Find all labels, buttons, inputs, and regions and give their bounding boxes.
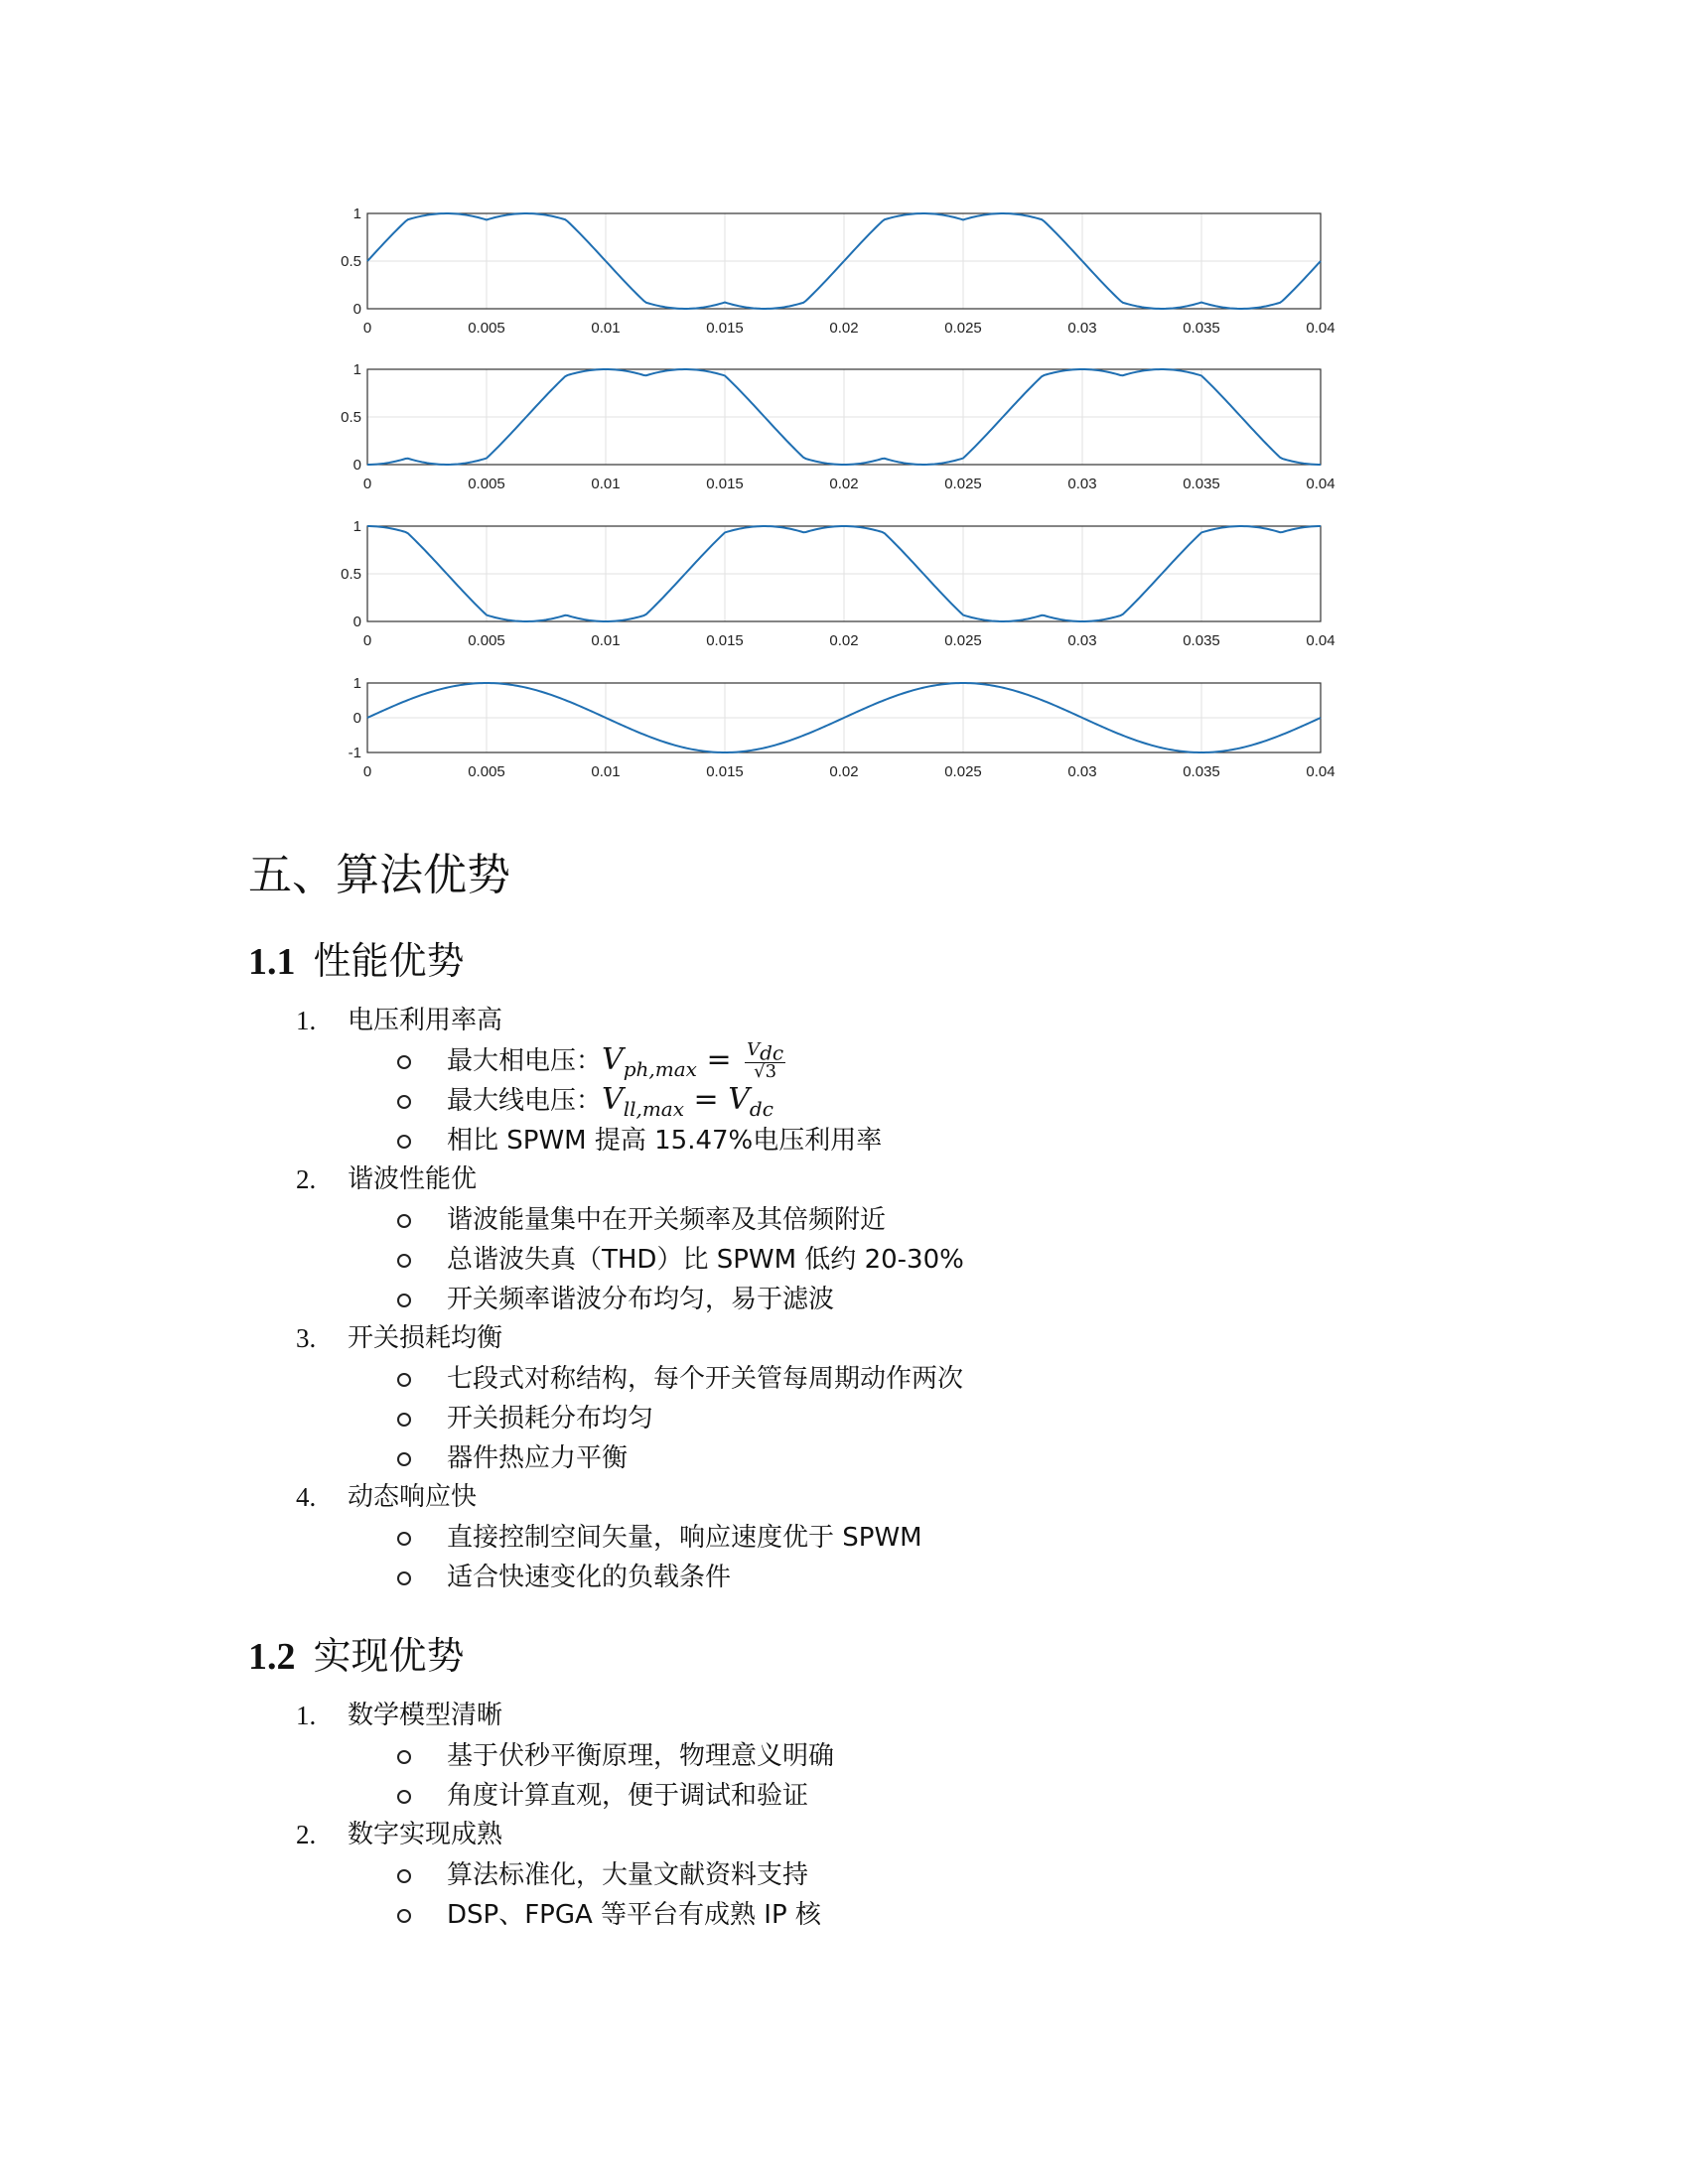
list-item [248, 1477, 1489, 1596]
formula-symbol: V [602, 1042, 624, 1077]
waveform-plots [338, 199, 1336, 804]
formula [602, 1039, 785, 1082]
bullet-text: 谐波能量集中在开关频率及其倍频附近 [447, 1205, 887, 1235]
y-tick-label: 1 [352, 205, 361, 222]
x-tick-label: 0.025 [944, 763, 982, 780]
formula-symbol: V [602, 1082, 624, 1117]
bullet-list [248, 1199, 1489, 1318]
x-tick-label: 0.035 [1183, 632, 1220, 649]
list-item [248, 1318, 1489, 1477]
x-tick-label: 0.04 [1306, 763, 1336, 780]
item-number: 2. [296, 1164, 317, 1194]
bullet-label: 最大相电压： [447, 1046, 603, 1076]
y-tick-label: 0.5 [341, 566, 361, 583]
subsection-number: 1.1 [248, 941, 296, 983]
y-tick-label: 0 [352, 457, 361, 474]
svpwm-waveform-figure [338, 199, 1336, 804]
subsection-number: 1.2 [248, 1636, 296, 1678]
x-tick-label: 0.025 [944, 320, 982, 337]
y-tick-label: 0.5 [341, 253, 361, 270]
x-tick-label: 0.015 [706, 476, 744, 492]
bullet-text: 相比 SPWM 提高 15.47%电压利用率 [447, 1126, 883, 1156]
numerator-subscript: dc [760, 1040, 784, 1065]
item-title: 动态响应快 [348, 1482, 478, 1512]
x-tick-label: 0.04 [1306, 320, 1336, 337]
list-item [248, 1696, 1489, 1815]
item-number: 3. [296, 1323, 317, 1353]
bullet-text: 器件热应力平衡 [447, 1443, 629, 1473]
bullet-text: 总谐波失真（THD）比 SPWM 低约 20-30% [447, 1245, 964, 1275]
x-tick-label: 0 [362, 763, 372, 780]
list-item [248, 1160, 1489, 1318]
bullet-item [248, 1775, 1489, 1815]
x-tick-label: 0.005 [468, 476, 505, 492]
bullet-list [248, 1517, 1489, 1596]
y-tick-label: 1 [352, 518, 361, 535]
item-number: 1. [296, 1701, 317, 1730]
list-item [248, 1001, 1489, 1160]
bullet-text: 直接控制空间矢量，响应速度优于 SPWM [447, 1523, 922, 1553]
bullet-text: 角度计算直观，便于调试和验证 [447, 1781, 809, 1811]
bullet-list [248, 1040, 1489, 1160]
bullet-item [248, 1517, 1489, 1557]
item-title: 开关损耗均衡 [348, 1323, 503, 1353]
bullet-item [248, 1239, 1489, 1279]
bullet-text: DSP、FPGA 等平台有成熟 IP 核 [447, 1900, 821, 1930]
numerator-symbol: V [747, 1039, 761, 1061]
fraction-numerator [745, 1041, 785, 1063]
formula-rhs: = V [684, 1082, 750, 1117]
x-tick-label: 0.03 [1067, 476, 1097, 492]
x-tick-label: 0.025 [944, 632, 982, 649]
x-tick-label: 0 [362, 632, 372, 649]
bullet-item [248, 1120, 1489, 1160]
bullet-item [248, 1735, 1489, 1775]
bullet-label: 最大线电压： [447, 1086, 603, 1116]
y-tick-label: 0 [352, 301, 361, 318]
implementation-advantages-list [248, 1696, 1489, 1934]
item-title: 电压利用率高 [348, 1006, 503, 1035]
item-title: 谐波性能优 [348, 1164, 478, 1194]
x-tick-label: 0.03 [1067, 632, 1097, 649]
x-tick-label: 0.02 [829, 476, 859, 492]
x-tick-label: 0.015 [706, 763, 744, 780]
bullet-item [248, 1398, 1489, 1437]
subsection-title: 实现优势 [313, 1634, 465, 1678]
bullet-text: 适合快速变化的负载条件 [447, 1563, 732, 1592]
bullet-list [248, 1735, 1489, 1815]
bullet-text: 基于伏秒平衡原理，物理意义明确 [447, 1741, 835, 1771]
y-tick-label: -1 [348, 745, 361, 761]
bullet-item [248, 1358, 1489, 1398]
subsection-heading-1-1 [248, 933, 1489, 989]
x-tick-label: 0.035 [1183, 476, 1220, 492]
x-tick-label: 0.01 [591, 763, 621, 780]
x-tick-label: 0.03 [1067, 320, 1097, 337]
formula [602, 1082, 774, 1121]
bullet-list [248, 1358, 1489, 1477]
x-tick-label: 0.01 [591, 476, 621, 492]
bullet-item [248, 1557, 1489, 1596]
bullet-item [248, 1894, 1489, 1934]
bullet-text: 七段式对称结构，每个开关管每周期动作两次 [447, 1364, 964, 1394]
y-tick-label: 1 [352, 675, 361, 692]
item-heading [248, 1001, 1489, 1040]
x-tick-label: 0.005 [468, 763, 505, 780]
x-tick-label: 0 [362, 320, 372, 337]
x-tick-label: 0 [362, 476, 372, 492]
bullet-list [248, 1854, 1489, 1934]
bullet-text: 开关损耗分布均匀 [447, 1404, 654, 1433]
item-number: 4. [296, 1482, 317, 1512]
bullet-max-phase-voltage [248, 1040, 1489, 1080]
x-tick-label: 0.005 [468, 632, 505, 649]
x-tick-label: 0.025 [944, 476, 982, 492]
x-tick-label: 0.02 [829, 632, 859, 649]
item-number: 2. [296, 1820, 317, 1849]
formula-equals: = [696, 1042, 742, 1077]
x-tick-label: 0.04 [1306, 476, 1336, 492]
formula-rhs-subscript: dc [749, 1097, 774, 1121]
item-number: 1. [296, 1006, 317, 1035]
bullet-max-line-voltage [248, 1080, 1489, 1120]
x-tick-label: 0.035 [1183, 320, 1220, 337]
formula-subscript: ll,max [623, 1097, 685, 1121]
x-tick-label: 0.015 [706, 632, 744, 649]
item-heading [248, 1696, 1489, 1735]
item-heading [248, 1815, 1489, 1854]
y-tick-label: 0.5 [341, 409, 361, 426]
item-title: 数学模型清晰 [348, 1701, 503, 1730]
y-tick-label: 0 [352, 614, 361, 630]
fraction-denominator: √3 [754, 1060, 777, 1082]
item-heading [248, 1160, 1489, 1199]
formula-fraction [745, 1041, 785, 1081]
x-tick-label: 0.01 [591, 320, 621, 337]
x-tick-label: 0.02 [829, 320, 859, 337]
bullet-text: 算法标准化，大量文献资料支持 [447, 1860, 809, 1890]
performance-advantages-list [248, 1001, 1489, 1596]
subsection-title: 性能优势 [313, 939, 465, 983]
bullet-item [248, 1279, 1489, 1318]
bullet-text: 开关频率谐波分布均匀，易于滤波 [447, 1285, 835, 1314]
x-tick-label: 0.01 [591, 632, 621, 649]
document-body [248, 846, 1489, 1934]
x-tick-label: 0.02 [829, 763, 859, 780]
item-heading [248, 1318, 1489, 1358]
x-tick-label: 0.005 [468, 320, 505, 337]
y-tick-label: 1 [352, 361, 361, 378]
bullet-item [248, 1854, 1489, 1894]
x-tick-label: 0.035 [1183, 763, 1220, 780]
y-tick-label: 0 [352, 710, 361, 727]
list-item [248, 1815, 1489, 1934]
x-tick-label: 0.03 [1067, 763, 1097, 780]
x-tick-label: 0.04 [1306, 632, 1336, 649]
item-title: 数字实现成熟 [348, 1820, 503, 1849]
formula-subscript: ph,max [623, 1057, 697, 1081]
subsection-heading-1-2 [248, 1628, 1489, 1684]
x-tick-label: 0.015 [706, 320, 744, 337]
bullet-item [248, 1199, 1489, 1239]
bullet-item [248, 1437, 1489, 1477]
item-heading [248, 1477, 1489, 1517]
section-title: 五、算法优势 [248, 850, 510, 900]
